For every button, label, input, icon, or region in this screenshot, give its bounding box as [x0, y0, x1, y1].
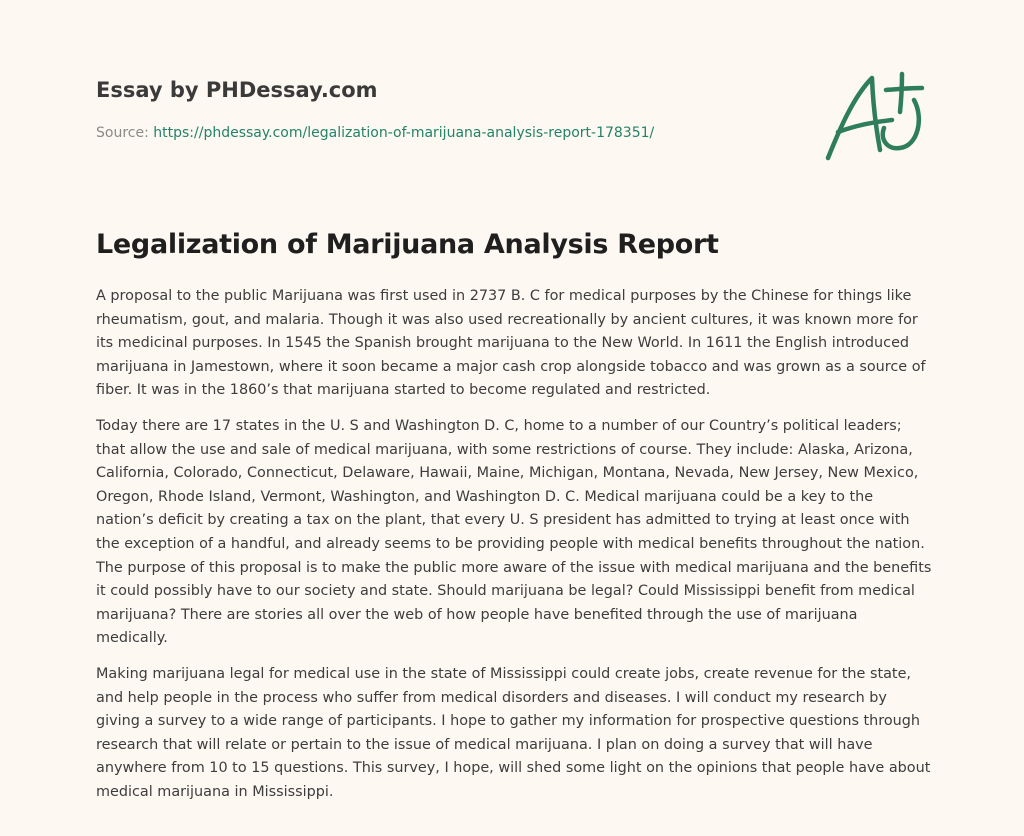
essay-paragraph: A proposal to the public Marijuana was first used in 2737 B. C for medical purposes by the Chinese for things like rheumatism, gout, and malaria. Though it was also used recreationally by ancient cultures, it was known more for its medicinal purposes. In 1545 the Spanish brought marijuana to the New World. In 1611 the English introduced marijuana in Jamestown, where it soon became a major cash crop alongside tobacco and was grown as a source of fiber. It was in the 1860’s that marijuana started to become regulated and restricted.	[96, 288, 926, 399]
source-link[interactable]: https://phdessay.com/legalization-of-marijuana-analysis-report-178351/	[153, 125, 655, 141]
page-header	[96, 76, 816, 143]
source-line	[96, 123, 816, 143]
a-plus-grade-logo-icon	[818, 66, 930, 166]
essay-body	[96, 285, 932, 816]
site-title: Essay by PHDessay.com	[96, 78, 378, 102]
essay-title: Legalization of Marijuana Analysis Report	[96, 229, 719, 260]
essay-paragraph: Making marijuana legal for medical use in the state of Mississippi could create jobs, create revenue for the state, and help people in the process who suffer from medical disorders and diseases. I will conduct my research by giving a survey to a wide range of participants. I hope to gather my information for prospective questions through research that will relate or pertain to the issue of medical marijuana. I plan on doing a survey that will have anywhere from 10 to 15 questions. This survey, I hope, will shed some light on the opinions that people have about medical marijuana in Mississippi.	[96, 665, 931, 800]
essay-paragraph: Today there are 17 states in the U. S and Washington D. C, home to a number of our Country’s political leaders; that allow the use and sale of medical marijuana, with some restrictions of course. They include: Alaska, Arizona, California, Colorado, Connecticut, Delaware, Hawaii, Maine, Michigan, Montana, Nevada, New Jersey, New Mexico, Oregon, Rhode Island, Vermont, Washington, and Washington D. C. Medical marijuana could be a key to the nation’s deficit by creating a tax on the plant, that every U. S president has admitted to trying at least once with the exception of a handful, and already seems to be providing people with medical benefits throughout the nation. The purpose of this proposal is to make the public more aware of the issue with medical marijuana and the benefits it could possibly have to our society and state. Should marijuana be legal? Could Mississippi benefit from medical marijuana? There are stories all over the web of how people have benefited through the use of marijuana medically.	[96, 417, 932, 647]
source-label: Source:	[96, 125, 149, 141]
